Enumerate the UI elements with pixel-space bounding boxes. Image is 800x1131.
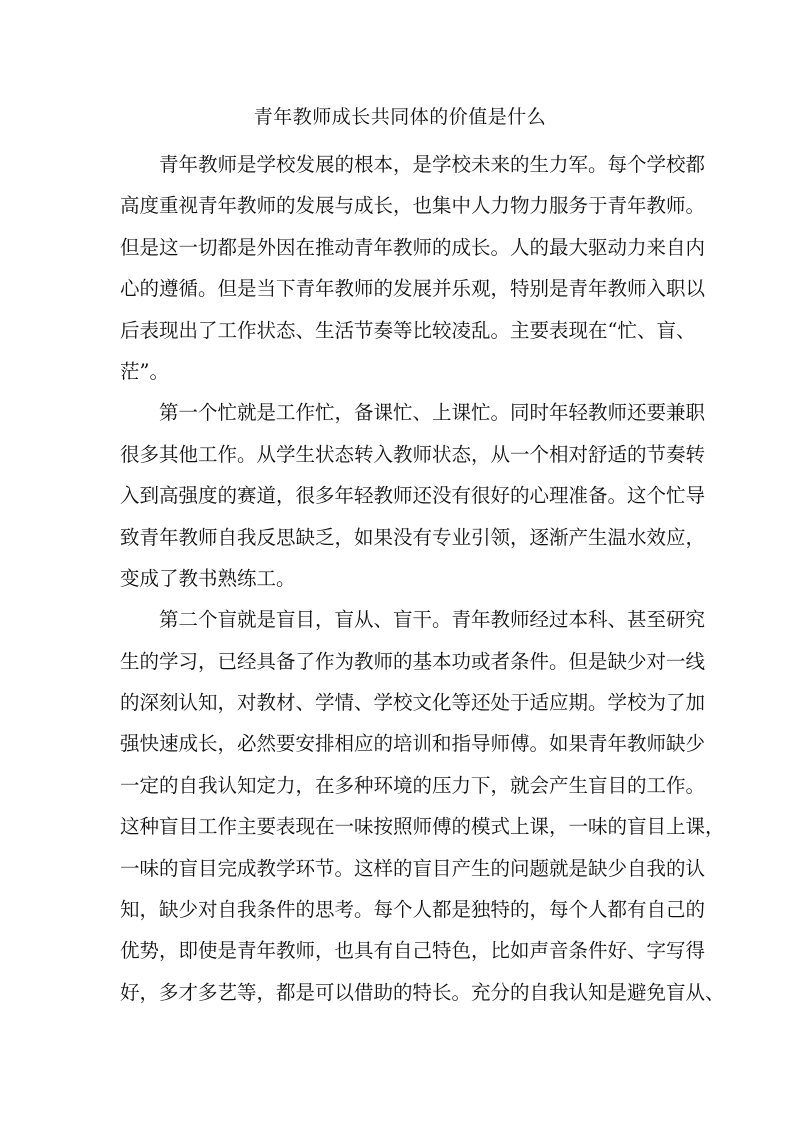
paragraph-line: 优势，即使是青年教师，也具有自己特色，比如声音条件好、字写得	[120, 939, 706, 963]
paragraph-line: 茫”。	[120, 359, 169, 383]
paragraph-line: 知，缺少对自我条件的思考。每个人都是独特的，每个人都有自己的	[120, 898, 706, 922]
document-title: 青年教师成长共同体的价值是什么	[253, 106, 547, 128]
paragraph-line: 致青年教师自我反思缺乏，如果没有专业引领，逐渐产生温水效应，	[120, 525, 706, 549]
paragraph-line: 的深刻认知，对教材、学情、学校文化等还处于适应期。学校为了加	[120, 691, 706, 715]
paragraph-line: 变成了教书熟练工。	[120, 566, 296, 590]
paragraph-line: 高度重视青年教师的发展与成长，也集中人力物力服务于青年教师。	[120, 194, 706, 218]
paragraph-line: 好，多才多艺等，都是可以借助的特长。充分的自我认知是避免盲从、	[120, 980, 725, 1004]
paragraph-line: 很多其他工作。从学生状态转入教师状态，从一个相对舒适的节奏转	[120, 442, 706, 466]
paragraph-1	[120, 144, 706, 392]
paragraph-line: 心的遵循。但是当下青年教师的发展并乐观，特别是青年教师入职以	[120, 277, 706, 301]
paragraph-line: 第二个盲就是盲目，盲从、盲干。青年教师经过本科、甚至研究	[159, 608, 706, 632]
paragraph-line: 一味的盲目完成教学环节。这样的盲目产生的问题就是缺少自我的认	[120, 856, 706, 880]
paragraph-line: 生的学习，已经具备了作为教师的基本功或者条件。但是缺少对一线	[120, 649, 706, 673]
document-body	[120, 144, 725, 1013]
paragraph-line: 入到高强度的赛道，很多年轻教师还没有很好的心理准备。这个忙导	[120, 484, 706, 508]
paragraph-line: 但是这一切都是外因在推动青年教师的成长。人的最大驱动力来自内	[120, 235, 706, 259]
paragraph-line: 青年教师是学校发展的根本，是学校未来的生力军。每个学校都	[159, 153, 706, 176]
paragraph-line: 后表现出了工作状态、生活节奏等比较凌乱。主要表现在“忙、盲、	[120, 318, 696, 342]
paragraph-line: 第一个忙就是工作忙，备课忙、上课忙。同时年轻教师还要兼职	[159, 401, 706, 425]
paragraph-line: 一定的自我认知定力，在多种环境的压力下，就会产生盲目的工作。	[120, 773, 706, 797]
paragraph-line: 这种盲目工作主要表现在一味按照师傅的模式上课，一味的盲目上课，	[120, 815, 725, 839]
paragraph-3	[120, 599, 725, 1013]
paragraph-2	[120, 392, 706, 599]
paragraph-line: 强快速成长，必然要安排相应的培训和指导师傅。如果青年教师缺少	[120, 732, 706, 756]
